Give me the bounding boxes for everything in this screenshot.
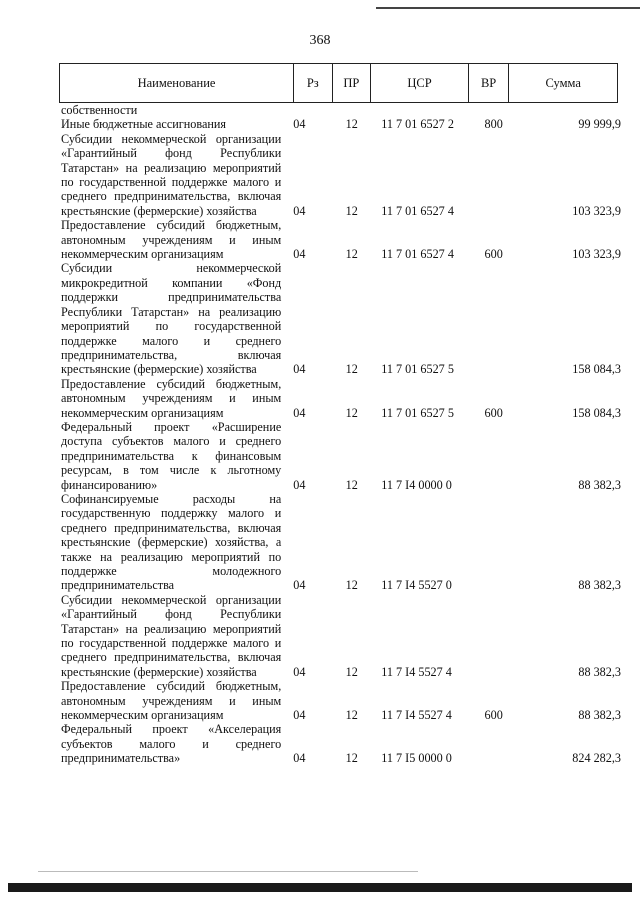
row-csr: 11 7 I5 0000 0 bbox=[381, 751, 452, 766]
row-rz: 04 bbox=[293, 578, 306, 593]
row-sum: 158 084,3 bbox=[572, 362, 621, 377]
table-row bbox=[61, 593, 621, 679]
row-sum: 88 382,3 bbox=[578, 477, 621, 492]
table-row bbox=[61, 679, 621, 722]
table-row bbox=[61, 117, 621, 131]
scan-artifact-line bbox=[38, 871, 418, 872]
row-pr: 12 bbox=[345, 247, 358, 262]
row-csr: 11 7 01 6527 2 bbox=[381, 117, 454, 132]
table-row bbox=[61, 722, 621, 765]
row-vr: 600 bbox=[484, 405, 503, 420]
row-csr: 11 7 I4 5527 4 bbox=[381, 664, 452, 679]
row-name: Субсидии некоммерческой организации «Гарантийный фонд Республики Татарстан» на реализацию мероприятий по государственной поддержке малого и среднего предпринимательства, включая крестьянские (фермерские) хозяйства bbox=[61, 131, 282, 218]
row-name: собственности bbox=[61, 103, 138, 117]
table-row bbox=[61, 103, 621, 117]
row-name: Субсидии некоммерческой организации «Гарантийный фонд Республики Татарстан» на реализацию мероприятий по государственной поддержке малого и среднего предпринимательства, включая крестьянские (фермерские) хозяйства bbox=[61, 592, 282, 679]
table-row bbox=[61, 261, 621, 376]
table-row bbox=[61, 218, 621, 261]
row-vr: 800 bbox=[484, 117, 503, 132]
row-vr: 600 bbox=[484, 708, 503, 723]
row-pr: 12 bbox=[345, 751, 358, 766]
table-body bbox=[61, 103, 621, 766]
row-sum: 103 323,9 bbox=[572, 247, 621, 262]
row-csr: 11 7 01 6527 4 bbox=[381, 203, 454, 218]
row-sum: 103 323,9 bbox=[572, 203, 621, 218]
row-pr: 12 bbox=[345, 708, 358, 723]
table-row bbox=[61, 420, 621, 492]
row-name: Предоставление субсидий бюджетным, автономным учреждениям и иным некоммерческим организациям bbox=[61, 376, 282, 420]
row-sum: 99 999,9 bbox=[578, 117, 621, 132]
row-rz: 04 bbox=[293, 477, 306, 492]
row-csr: 11 7 I4 5527 4 bbox=[381, 708, 452, 723]
row-pr: 12 bbox=[345, 362, 358, 377]
scan-bottom-band bbox=[8, 883, 632, 892]
row-rz: 04 bbox=[293, 664, 306, 679]
row-name: Федеральный проект «Расширение доступа субъектов малого и среднего предпринимательства к финансовым ресурсам, в том числе к льготному финансированию» bbox=[61, 419, 282, 492]
row-pr: 12 bbox=[345, 664, 358, 679]
row-rz: 04 bbox=[293, 708, 306, 723]
table-row bbox=[61, 492, 621, 593]
row-pr: 12 bbox=[345, 117, 358, 132]
row-name: Федеральный проект «Акселерация субъектов малого и среднего предпринимательства» bbox=[61, 722, 282, 766]
row-name: Иные бюджетные ассигнования bbox=[61, 117, 227, 132]
header-name: Наименование bbox=[60, 64, 294, 102]
row-vr: 600 bbox=[484, 247, 503, 262]
row-rz: 04 bbox=[293, 405, 306, 420]
header-pr: ПР bbox=[333, 64, 372, 102]
row-csr: 11 7 01 6527 4 bbox=[381, 247, 454, 262]
row-sum: 824 282,3 bbox=[572, 751, 621, 766]
row-pr: 12 bbox=[345, 477, 358, 492]
page-number: 368 bbox=[309, 33, 331, 48]
row-csr: 11 7 01 6527 5 bbox=[381, 362, 454, 377]
row-csr: 11 7 I4 5527 0 bbox=[381, 578, 452, 593]
row-pr: 12 bbox=[345, 203, 358, 218]
row-pr: 12 bbox=[345, 405, 358, 420]
header-rz: Рз bbox=[294, 64, 333, 102]
table-header bbox=[59, 63, 618, 103]
row-sum: 88 382,3 bbox=[578, 578, 621, 593]
row-pr: 12 bbox=[345, 578, 358, 593]
table-row bbox=[61, 132, 621, 218]
row-rz: 04 bbox=[293, 362, 306, 377]
row-rz: 04 bbox=[293, 203, 306, 218]
row-rz: 04 bbox=[293, 117, 306, 132]
row-rz: 04 bbox=[293, 751, 306, 766]
row-name: Предоставление субсидий бюджетным, автономным учреждениям и иным некоммерческим организациям bbox=[61, 218, 282, 262]
row-csr: 11 7 01 6527 5 bbox=[381, 405, 454, 420]
row-sum: 88 382,3 bbox=[578, 664, 621, 679]
row-sum: 88 382,3 bbox=[578, 708, 621, 723]
row-rz: 04 bbox=[293, 247, 306, 262]
row-csr: 11 7 I4 0000 0 bbox=[381, 477, 452, 492]
row-name: Софинансируемые расходы на государственную поддержку малого и среднего предпринимательства, включая крестьянские (фермерские) хозяйства, а также на реализацию мероприятий по поддержке молодежного предпринимательства bbox=[61, 491, 282, 593]
table-row bbox=[61, 377, 621, 420]
header-csr: ЦСР bbox=[371, 64, 469, 102]
scan-edge-line bbox=[376, 7, 640, 9]
row-name: Предоставление субсидий бюджетным, автономным учреждениям и иным некоммерческим организациям bbox=[61, 679, 282, 723]
header-vr: ВР bbox=[469, 64, 510, 102]
header-sum: Сумма bbox=[545, 75, 581, 90]
row-sum: 158 084,3 bbox=[572, 405, 621, 420]
row-name: Субсидии некоммерческой микрокредитной компании «Фонд поддержки предпринимательства Республики Татарстан» на реализацию мероприятий по государственной поддержке малого и среднего предпринимательства, включая крестьянские (фермерские) хозяйства bbox=[61, 261, 282, 377]
